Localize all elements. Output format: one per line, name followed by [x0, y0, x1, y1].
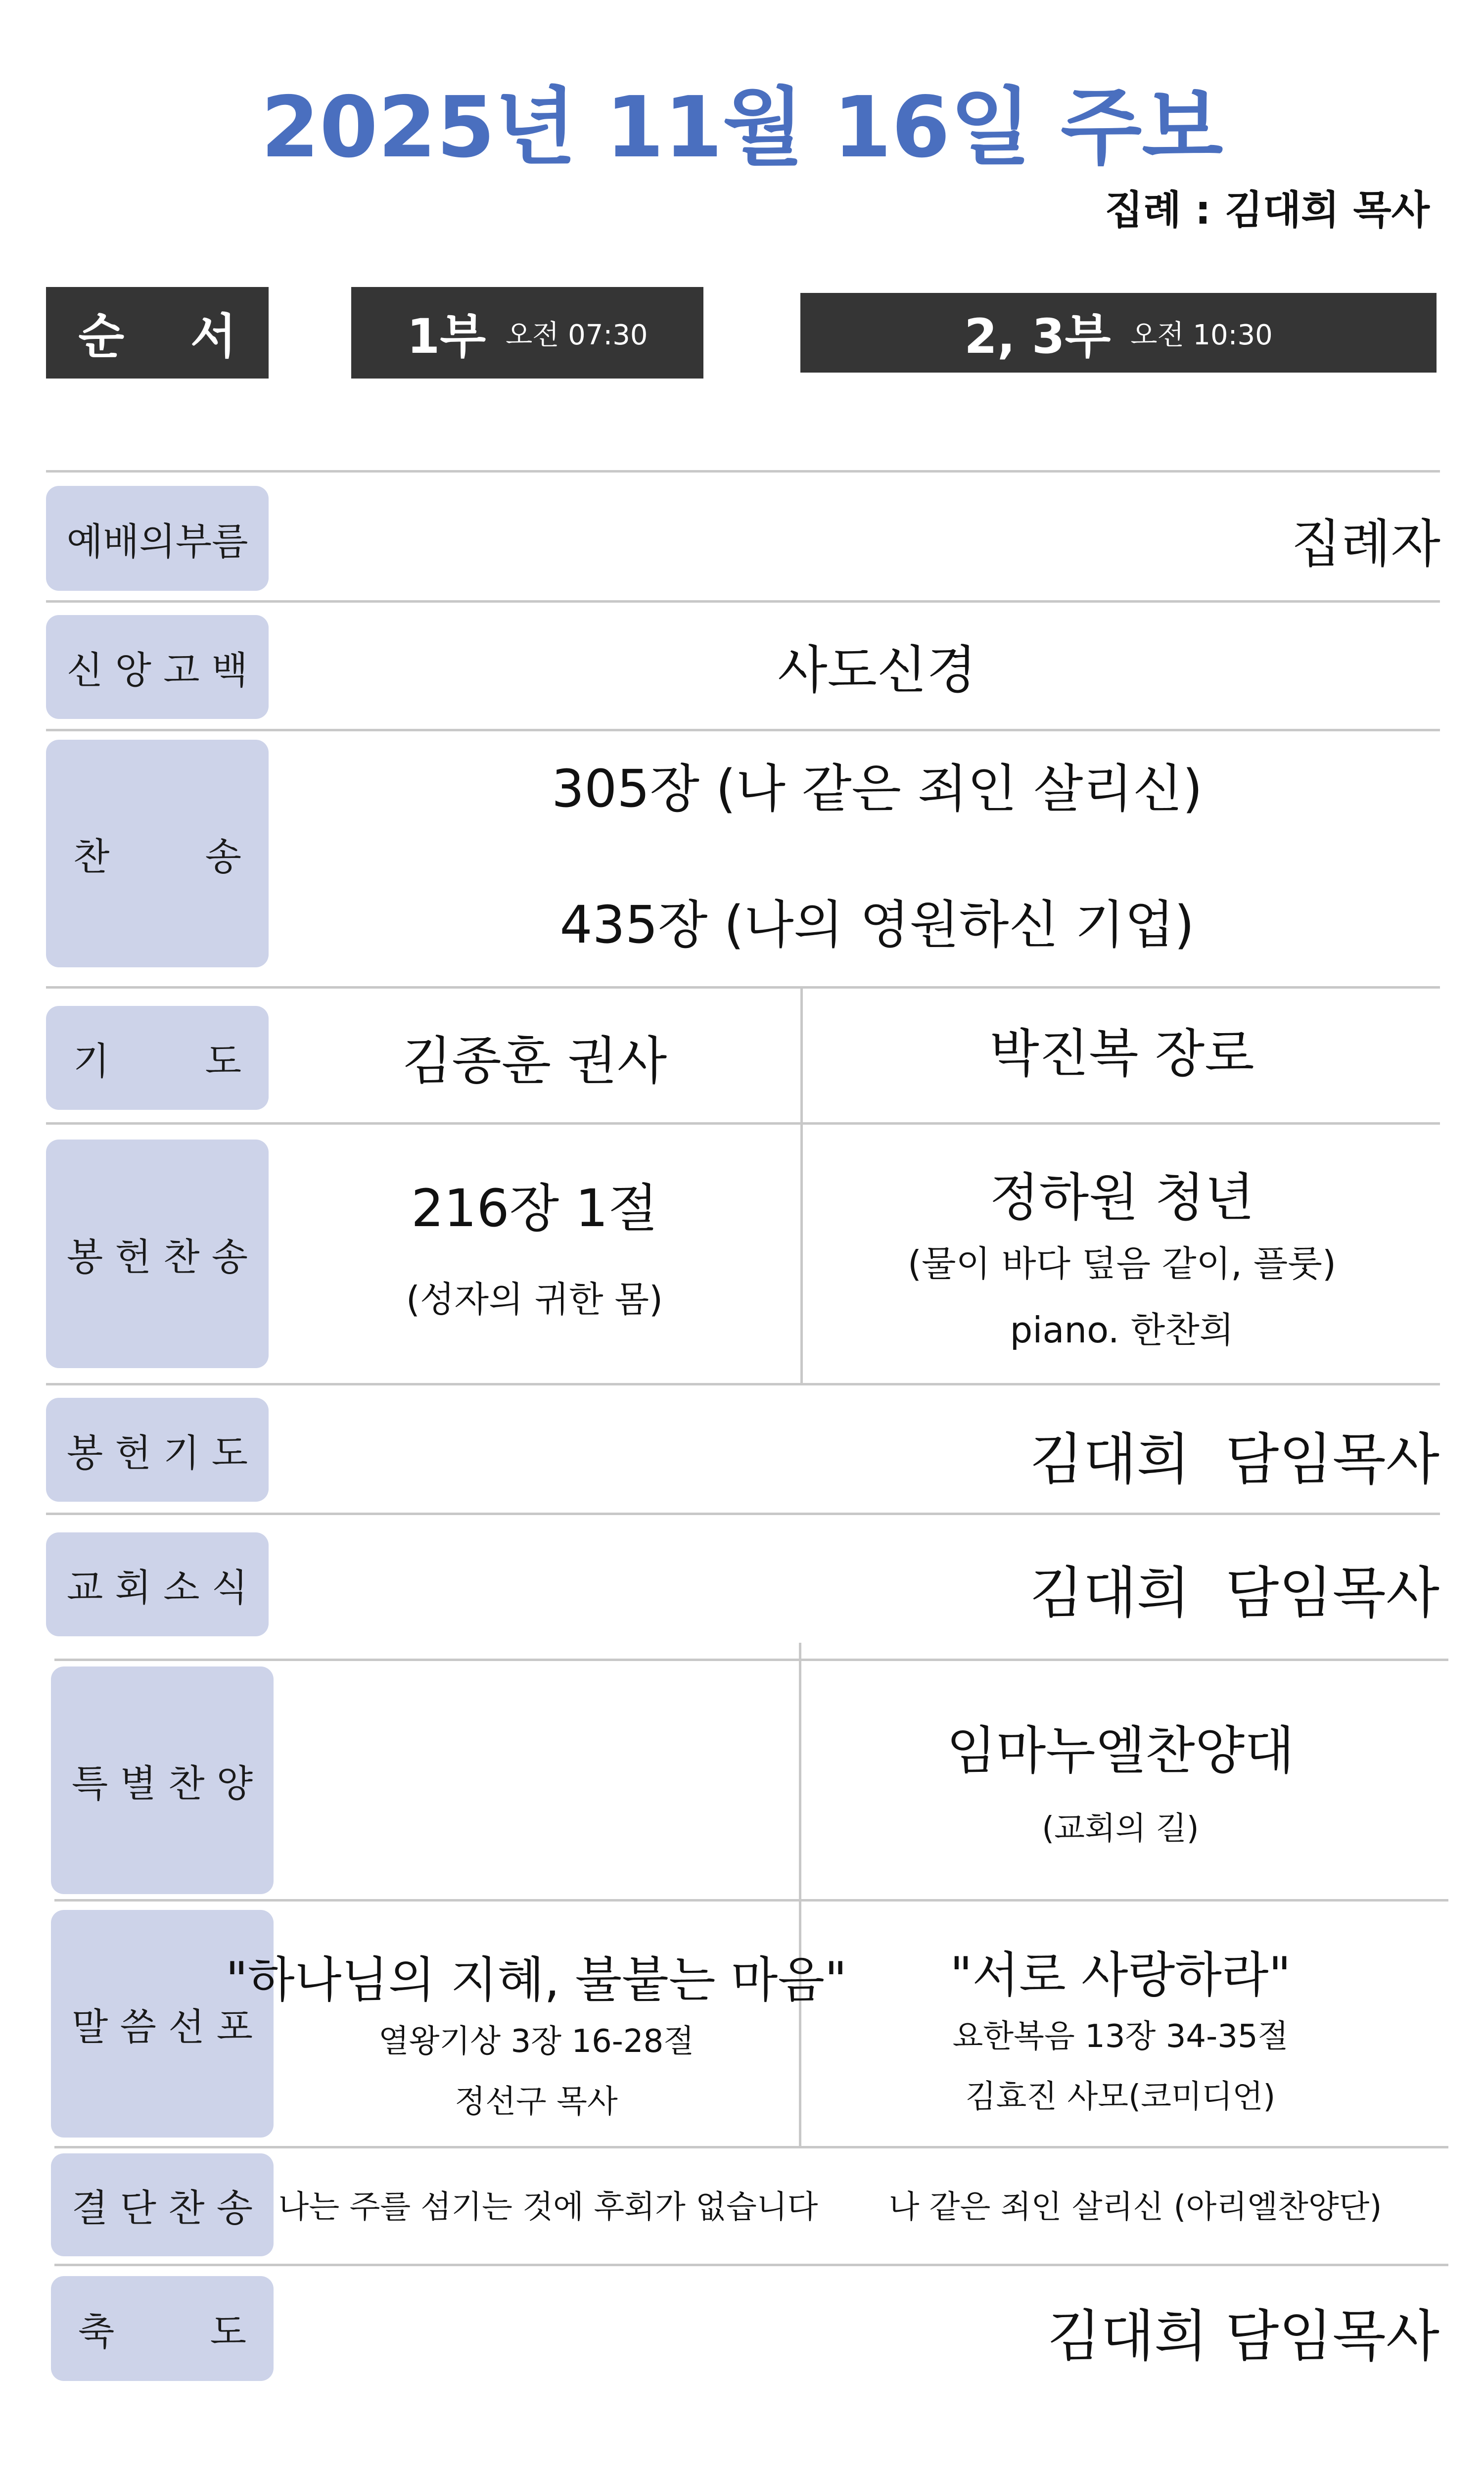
divider [46, 1513, 1440, 1515]
offering-hymn-second-service [803, 1153, 1441, 1356]
anthem-title: (교회의 길) [1042, 1810, 1199, 1847]
label-offering-prayer: 봉 헌 기 도 [46, 1398, 269, 1502]
first-service-time: 오전 07:30 [506, 319, 648, 351]
sermon-second-scripture: 요한복음 13장 34-35절 [952, 2018, 1289, 2055]
label-prayer: 기 도 [46, 1006, 269, 1110]
divider [46, 470, 1440, 473]
offering-hymn-number: 216장 1절 [411, 1178, 658, 1238]
choir-name: 임마누엘찬양대 [946, 1720, 1295, 1781]
offering-prayer-leader: 김대희 담임목사 [1029, 1427, 1439, 1492]
hymn-1 [269, 750, 1484, 819]
prayer-first-leader: 김종훈 권사 [402, 1031, 667, 1091]
special-music-second-service [801, 1707, 1439, 1851]
response-hymn-first: 나는 주를 섬기는 것에 후회가 없습니다 [278, 2189, 818, 2226]
sermon-first-scripture: 열왕기상 3장 16-28절 [378, 2023, 695, 2060]
label-response-hymn: 결 단 찬 송 [51, 2153, 274, 2256]
sermon-first-preacher: 정선구 목사 [455, 2083, 618, 2120]
creed-name: 사도신경 [778, 640, 976, 700]
sermon-first-title: "하나님의 지혜, 불붙는 마음" [225, 1951, 847, 2008]
response-hymn-first-service [274, 2177, 823, 2232]
label-sermon: 말 씀 선 포 [51, 1910, 274, 2138]
response-hymn-second-service [851, 2177, 1420, 2232]
offering-hymn-first-service [269, 1163, 800, 1326]
hymn-2-text: 435장 (나의 영원하신 기업) [559, 895, 1195, 955]
second-service-name: 2, 3부 [964, 309, 1111, 364]
hymn-2 [269, 886, 1484, 955]
order-header [46, 287, 269, 379]
divider [54, 1899, 1448, 1902]
response-hymn-second: 나 같은 죄인 살리신 (아리엘찬양단) [888, 2189, 1382, 2226]
first-service-name: 1부 [407, 309, 486, 364]
offering-accompanist: piano. 한찬희 [1010, 1309, 1234, 1351]
prayer-second-service [803, 1012, 1441, 1086]
divider [46, 986, 1440, 989]
offering-hymn-title: (성자의 귀한 몸) [406, 1279, 663, 1320]
announcements-leader: 김대희 담임목사 [1029, 1561, 1439, 1625]
first-service-header [351, 287, 703, 379]
divider [46, 1122, 1440, 1125]
sermon-second-preacher: 김효진 사모(코미디언) [965, 2078, 1276, 2115]
sermon-first-service [225, 1947, 847, 2120]
label-offering-hymn: 봉 헌 찬 송 [46, 1140, 269, 1368]
divider [46, 600, 1440, 603]
confession-text [269, 614, 1484, 717]
benediction-leader: 김대희 담임목사 [1047, 2304, 1439, 2369]
divider [46, 1383, 1440, 1385]
bulletin-title: 2025년 11월 16일 주보 [261, 79, 1223, 177]
sermon-second-title: "서로 사랑하라" [950, 1947, 1291, 2003]
label-call-to-worship: 예배의부름 [46, 486, 269, 591]
prayer-second-leader: 박진복 장로 [989, 1023, 1254, 1084]
divider [54, 2146, 1448, 2148]
presider-line: 집례 : 김대희 목사 [1105, 187, 1430, 233]
divider [54, 1659, 1448, 1661]
label-confession: 신 앙 고 백 [46, 615, 269, 719]
label-hymns: 찬 송 [46, 740, 269, 967]
second-service-time: 오전 10:30 [1130, 319, 1273, 351]
hymn-1-text: 305장 (나 같은 죄인 살리신) [551, 759, 1203, 819]
prayer-first-service [269, 1019, 800, 1094]
sermon-second-service [801, 1942, 1439, 2115]
call-to-worship-leader: 집례자 [1291, 514, 1440, 574]
offering-piece: (물이 바다 덮음 같이, 플룻) [907, 1243, 1337, 1285]
second-service-header [800, 293, 1437, 373]
divider [46, 729, 1440, 731]
label-announcements: 교 회 소 식 [46, 1532, 269, 1636]
divider [54, 2264, 1448, 2266]
label-benediction: 축 도 [51, 2276, 274, 2381]
label-special-music: 특 별 찬 양 [51, 1666, 274, 1894]
offering-performer: 정하원 청년 [989, 1167, 1254, 1228]
order-header-label: 순 서 [78, 309, 236, 364]
